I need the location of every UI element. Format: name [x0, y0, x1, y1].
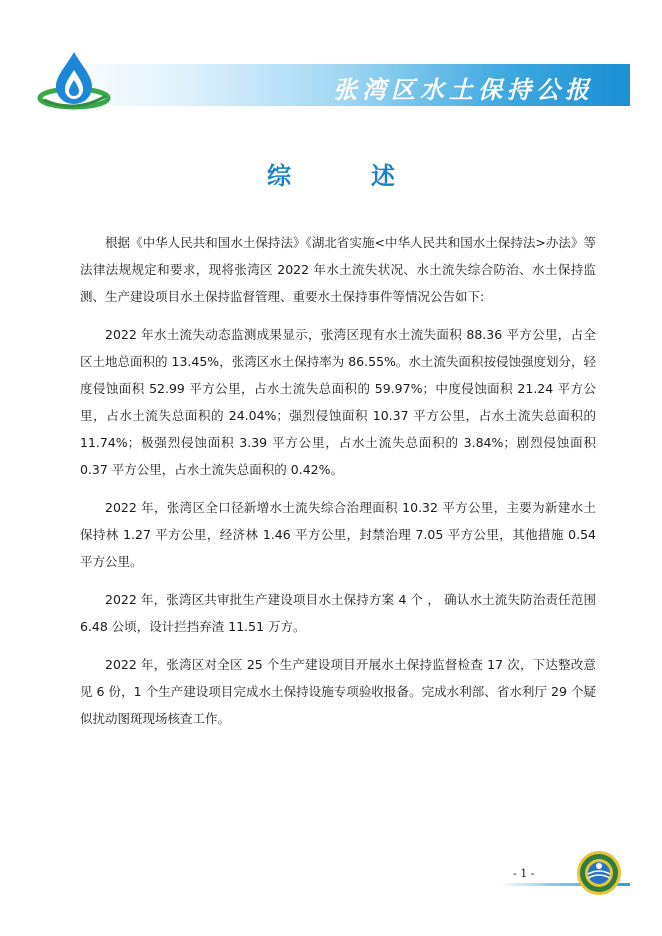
page-number: - 1 -: [513, 867, 535, 880]
paragraph: 根据《中华人民共和国水土保持法》《湖北省实施<中华人民共和国水土保持法>办法》等法律法规规定和要求，现将张湾区 2022 年水土流失状况、水土流失综合防治、水土保持监测、生产建设项目水土保持监督管理、重要水土保持事件等情况公告如下:: [80, 235, 596, 304]
paragraph: 2022 年水土流失动态监测成果显示，张湾区现有水土流失面积 88.36 平方公里，占全区土地总面积的 13.45%，张湾区水土保持率为 86.55%。水土流失面积按侵蚀强度划分，轻度侵蚀面积 52.99 平方公里，占水土流失总面积的 59.97%；中度侵蚀面积 21.24 平方公里，占水土流失总面积的 24.04%；强烈侵蚀面积 10.37 平方公里，占水土流失总面积的 11.74%；极强烈侵蚀面积 3.39 平方公里，占水土流失总面积的 3.84%；剧烈侵蚀面积 0.37 平方公里，占水土流失总面积的 0.42%。: [80, 327, 596, 477]
page-footer: [0, 850, 662, 900]
water-drop-logo-icon: [36, 50, 112, 112]
section-heading: 综 述: [267, 162, 423, 190]
header-band: [60, 64, 630, 106]
paragraph: 2022 年，张湾区对全区 25 个生产建设项目开展水土保持监督检查 17 次，下达整改意见 6 份，1 个生产建设项目完成水土保持设施专项验收报备。完成水利部、省水利厅 29 个疑似扰动图斑现场核查工作。: [80, 657, 596, 726]
report-body: [80, 229, 596, 743]
paragraph: 2022 年，张湾区全口径新增水土流失综合治理面积 10.32 平方公里，主要为新建水土保持林 1.27 平方公里，经济林 1.46 平方公里，封禁治理 7.05 平方公里，其他措施 0.54 平方公里。: [80, 500, 596, 569]
report-header: [0, 40, 662, 120]
water-conservation-emblem-icon: [576, 850, 622, 896]
report-title: 张湾区水土保持公报: [333, 75, 594, 104]
paragraph: 2022 年，张湾区共审批生产建设项目水土保持方案 4 个 ， 确认水土流失防治责任范围 6.48 公顷，设计拦挡弃渣 11.51 万方。: [80, 592, 596, 634]
